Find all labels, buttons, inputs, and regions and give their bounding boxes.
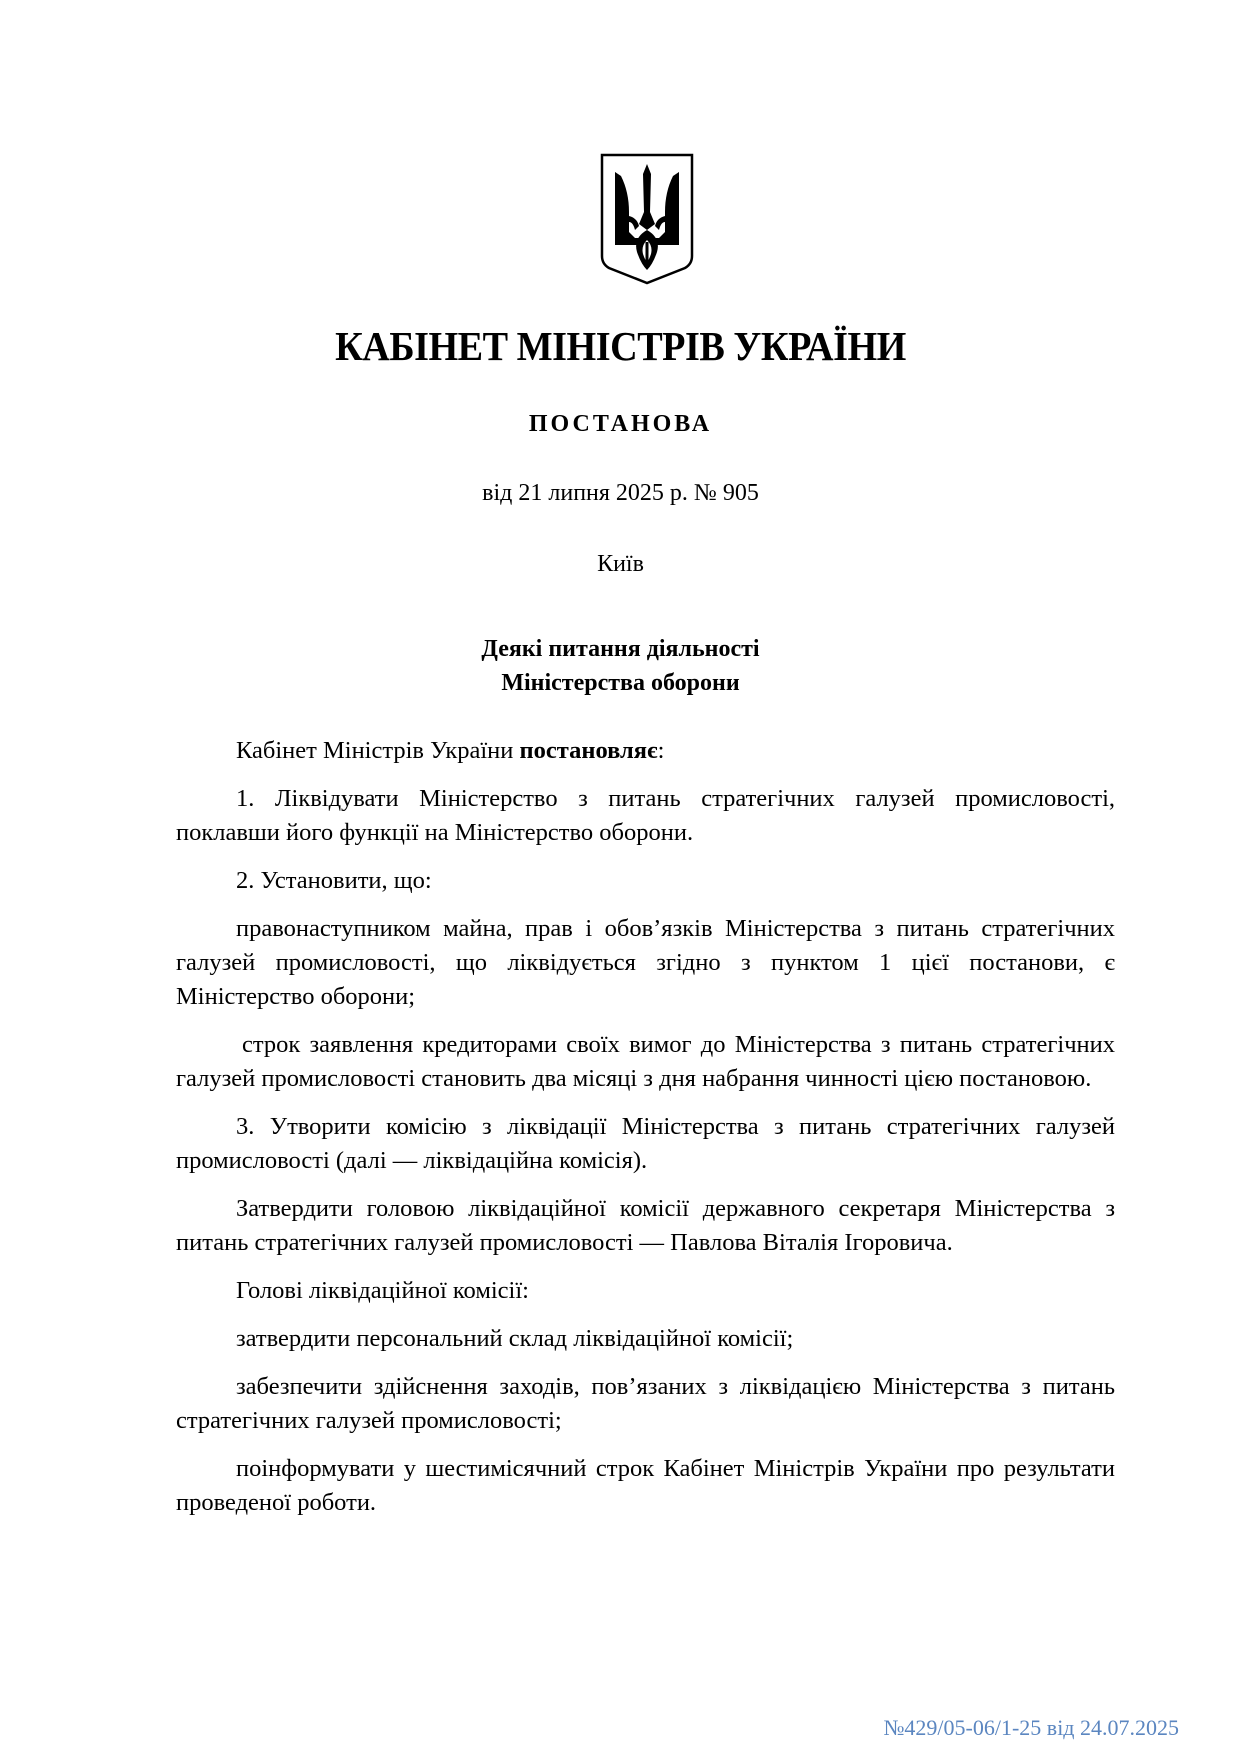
document-title-line-2: Міністерства оборони <box>501 670 740 696</box>
paragraph-1: 1. Ліквідувати Міністерство з питань стратегічних галузей промисловості, поклавши його функції на Міністерство оборони. <box>176 785 1115 846</box>
document-type: ПОСТАНОВА <box>528 411 713 437</box>
paragraph-3-chair: Затвердити головою ліквідаційної комісії державного секретаря Міністерства з питань стратегічних галузей промисловості — Павлова Віталія Ігоровича. <box>176 1195 1115 1256</box>
paragraph-2: 2. Установити, що: <box>236 867 432 894</box>
coat-of-arms-icon <box>599 152 695 286</box>
paragraph-3: 3. Утворити комісію з ліквідації Міністерства з питань стратегічних галузей промисловості (далі — ліквідаційна комісія). <box>176 1113 1115 1174</box>
document-title-line-1: Деякі питання діяльності <box>481 636 760 662</box>
document-body <box>176 734 1115 1534</box>
preamble <box>176 734 1115 768</box>
duty-inform: поінформувати у шестимісячний строк Кабінет Міністрів України про результати проведеної роботи. <box>176 1455 1115 1516</box>
document-date-number: від 21 липня 2025 р. № 905 <box>482 480 759 506</box>
duty-ensure-measures: забезпечити здійснення заходів, пов’язаних з ліквідацією Міністерства з питань стратегічних галузей промисловості; <box>176 1373 1115 1434</box>
paragraph-2-successor: правонаступником майна, прав і обов’язків Міністерства з питань стратегічних галузей промисловості, що ліквідується згідно з пунктом 1 цієї постанови, є Міністерство оборони; <box>176 915 1115 1010</box>
organization-title: КАБІНЕТ МІНІСТРІВ УКРАЇНИ <box>335 323 906 369</box>
paragraph-2-creditors: строк заявлення кредиторами своїх вимог до Міністерства з питань стратегічних галузей промисловості становить два місяці з дня набрання чинності цією постановою. <box>176 1031 1115 1092</box>
paragraph-3-chair-duties: Голові ліквідаційної комісії: <box>236 1277 529 1304</box>
preamble-suffix: : <box>657 737 665 764</box>
document-title <box>0 632 1241 700</box>
document-city: Київ <box>597 551 644 577</box>
registration-stamp: №429/05-06/1-25 від 24.07.2025 <box>883 1715 1179 1740</box>
preamble-prefix: Кабінет Міністрів України <box>236 737 520 764</box>
duty-approve-composition: затвердити персональний склад ліквідаційної комісії; <box>236 1325 794 1352</box>
preamble-verb: постановляє <box>519 737 658 764</box>
